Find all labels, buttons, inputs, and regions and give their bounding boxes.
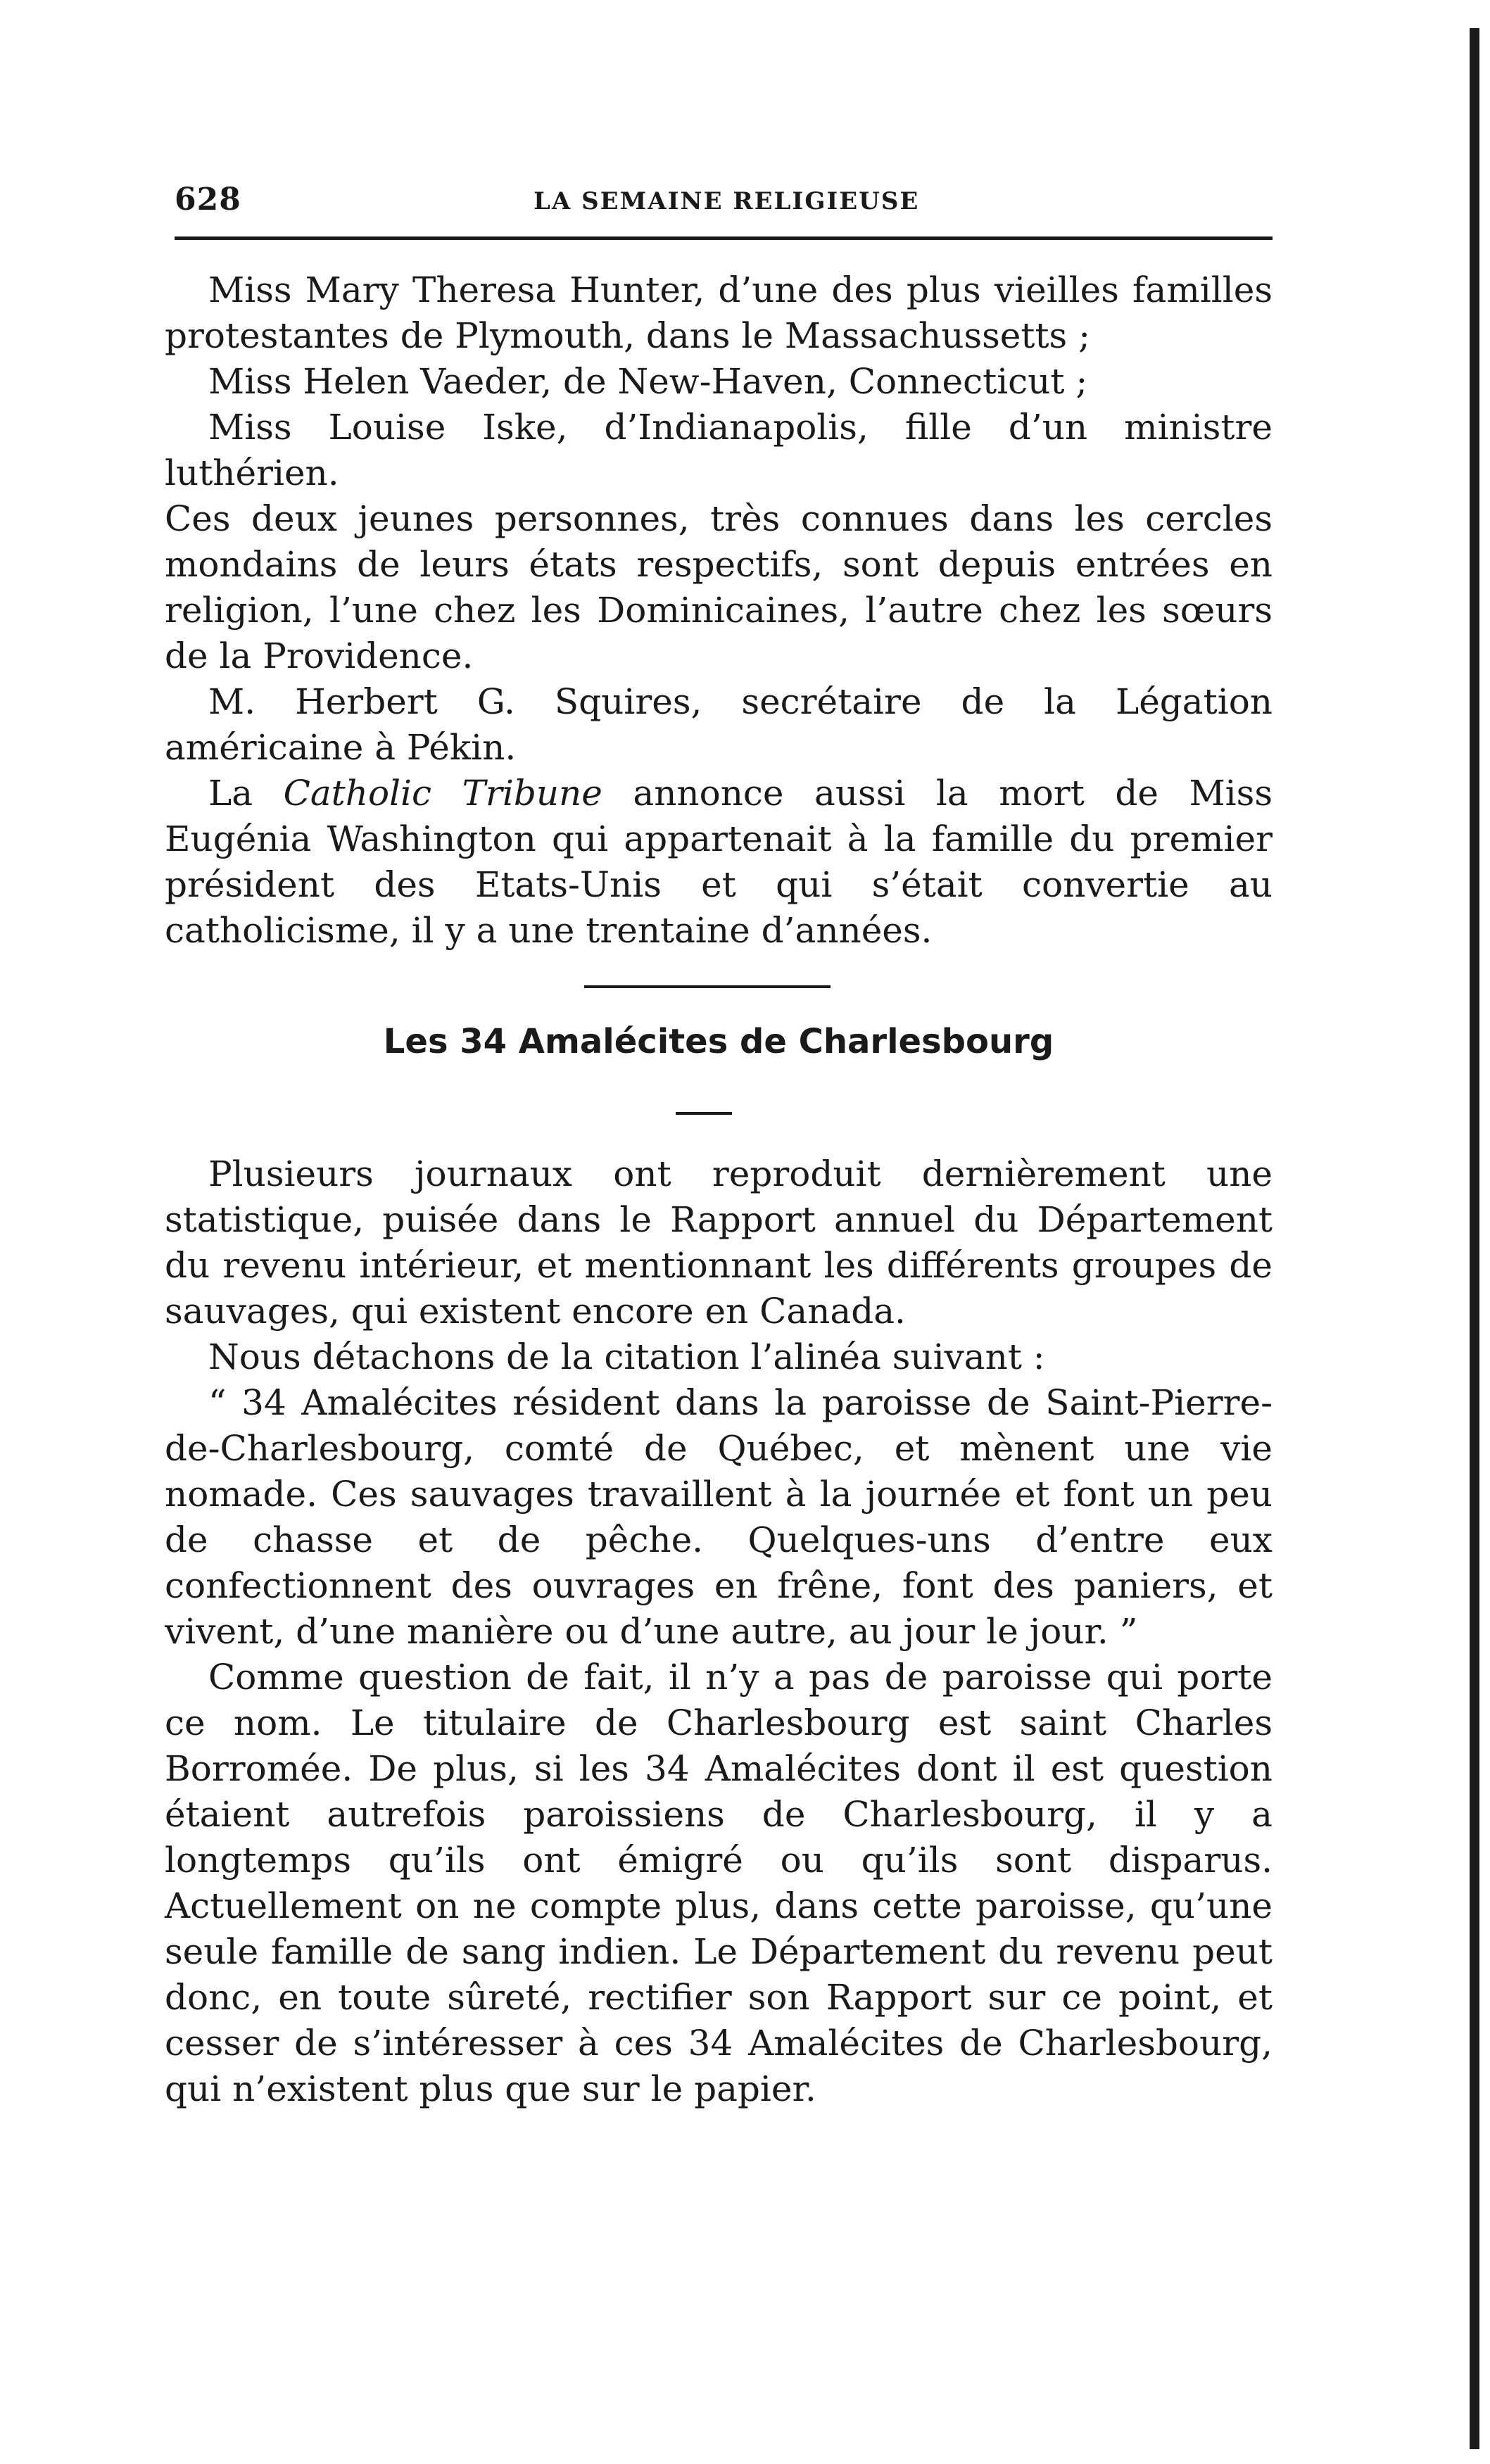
publication-title: Catholic Tribune xyxy=(283,773,602,814)
paragraph: Plusieurs journaux ont reproduit dernièrement une statistique, puisée dans le Rapport annuel du Département du revenu intérieur, et mentionnant les différents groupes de sauvages, qui existent encore en Canada. xyxy=(165,1154,1273,1332)
section-title: Les 34 Amalécites de Charlesbourg xyxy=(383,1022,1054,1061)
paragraph: Miss Mary Theresa Hunter, d’une des plus vieilles familles protestantes de Plymouth, dans le Massachussetts ; xyxy=(165,270,1273,356)
text-run: annonce aussi la mort de Miss Eugénia Washington qui appartenait à la famille du premier président des Etats-Unis et qui s’était convertie au catholicisme, il y a une trentaine d’années. xyxy=(165,773,1273,951)
paragraph: Nous détachons de la citation l’alinéa suivant : xyxy=(208,1337,1045,1377)
paragraph: M. Herbert G. Squires, secrétaire de la Légation américaine à Pékin. xyxy=(165,681,1273,768)
page-edge-shadow xyxy=(1470,28,1479,2449)
section-dash xyxy=(676,1112,732,1115)
text-run: La xyxy=(208,773,284,814)
page-number: 628 xyxy=(175,182,241,217)
section-rule xyxy=(584,985,831,988)
paragraph xyxy=(165,771,1273,954)
text-block-article xyxy=(165,1151,1273,2112)
quoted-paragraph: “ 34 Amalécites résident dans la paroisse de Saint-Pierre-de-Charlesbourg, comté de Québec, et mènent une vie nomade. Ces sauvages travaillent à la journée et font un peu de chasse et de pêche. Quelques-uns d’entre eux confectionnent des ouvrages en frêne, font des paniers, et vivent, d’une manière ou d’une autre, au jour le jour. ” xyxy=(165,1382,1273,1652)
running-title: LA SEMAINE RELIGIEUSE xyxy=(534,187,920,215)
paragraph: Ces deux jeunes personnes, très connues dans les cercles mondains de leurs états respectifs, sont depuis entrées en religion, l’une chez les Dominicaines, l’autre chez les sœurs de la Providence. xyxy=(165,498,1273,676)
header-rule xyxy=(175,236,1273,240)
paragraph: Miss Helen Vaeder, de New-Haven, Connecticut ; xyxy=(208,361,1088,402)
text-block-obituary-list xyxy=(165,267,1273,954)
paragraph: Comme question de fait, il n’y a pas de paroisse qui porte ce nom. Le titulaire de Charlesbourg est saint Charles Borromée. De plus, si les 34 Amalécites dont il est question étaient autrefois paroissiens de Charlesbourg, il y a longtemps qu’ils ont émigré ou qu’ils sont disparus. Actuellement on ne compte plus, dans cette paroisse, qu’une seule famille de sang indien. Le Département du revenu peut donc, en toute sûreté, rectifier son Rapport sur ce point, et cesser de s’intéresser à ces 34 Amalécites de Charlesbourg, qui n’existent plus que sur le papier. xyxy=(165,1657,1273,2109)
paragraph: Miss Louise Iske, d’Indianapolis, fille d’un ministre luthérien. xyxy=(165,407,1273,493)
page-header xyxy=(175,182,1273,231)
